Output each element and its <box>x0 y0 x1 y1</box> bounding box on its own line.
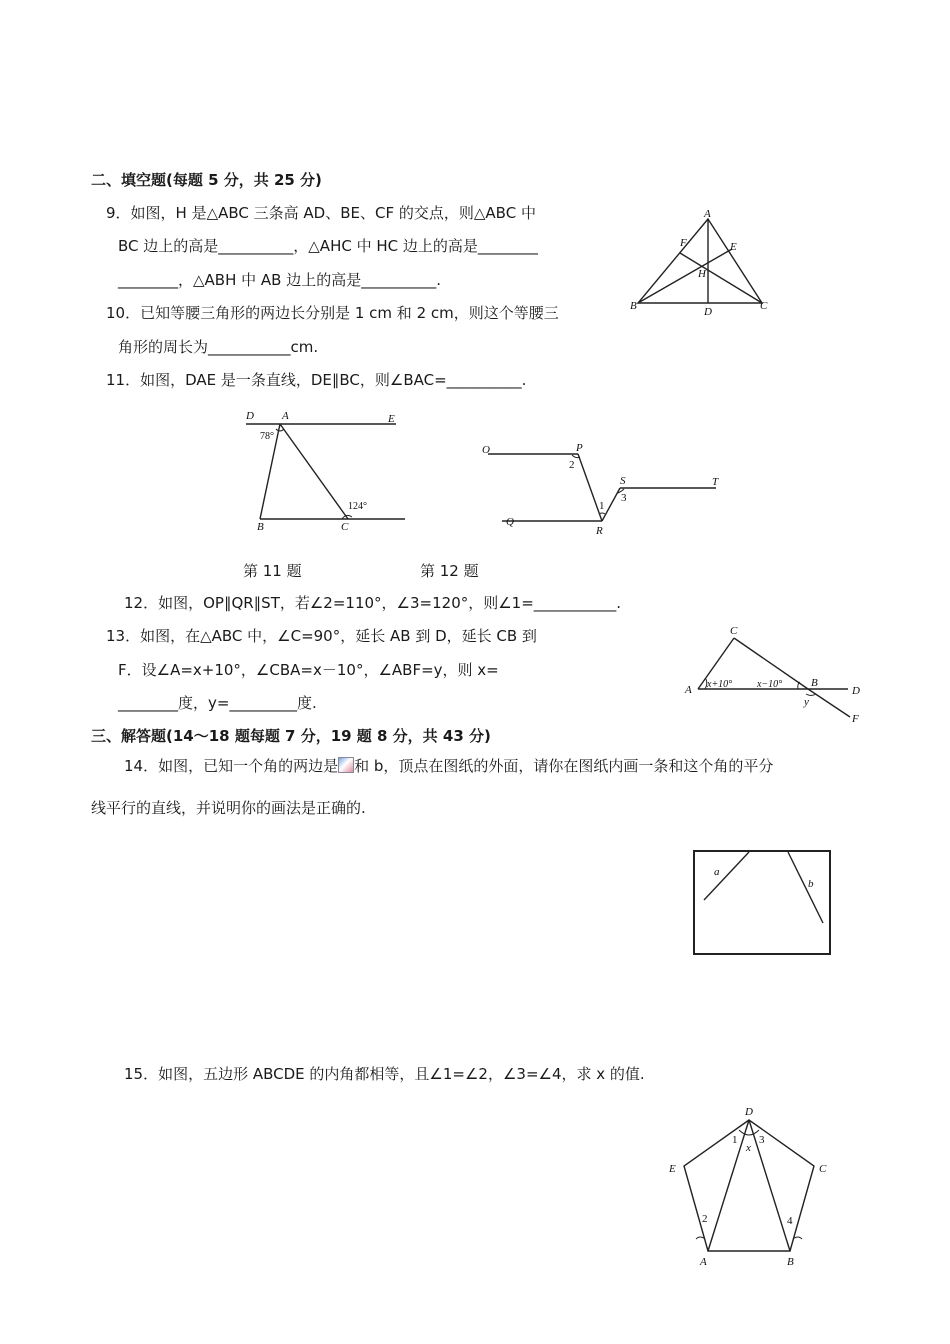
fig9-label-B: B <box>630 300 637 312</box>
figure-q9-triangle <box>622 205 772 320</box>
fig9-label-D: D <box>704 306 712 318</box>
fig13-angle-B: x−10° <box>757 679 783 690</box>
figure-q12 <box>478 438 728 538</box>
fig13-angle-y: y <box>804 696 809 708</box>
fig11-angle-124: 124° <box>348 501 367 512</box>
q9-line2: BC 边上的高是__________，△AHC 中 HC 边上的高是________ <box>118 237 538 255</box>
fig15-label-A: A <box>700 1256 707 1268</box>
fig11-label-C: C <box>341 521 349 533</box>
fig12-angle-1: 1 <box>599 500 605 512</box>
fig11-label-B: B <box>257 521 264 533</box>
q9-line1: 9．如图，H 是△ABC 三条高 AD、BE、CF 的交点，则△ABC 中 <box>106 204 536 222</box>
fig12-angle-2: 2 <box>569 459 575 471</box>
fig12-label-P: P <box>576 442 583 454</box>
fig12-label-T: T <box>712 476 719 488</box>
caption-q12: 第 12 题 <box>420 562 479 580</box>
fig15-angle-4: 4 <box>787 1215 793 1227</box>
figure-q14-paper <box>692 848 834 958</box>
fig11-label-A: A <box>282 410 289 422</box>
broken-image-icon <box>338 757 354 773</box>
fig12-label-Q: Q <box>506 516 514 528</box>
fig12-label-O: O <box>482 444 490 456</box>
q12-line1: 12．如图，OP∥QR∥ST，若∠2=110°，∠3=120°，则∠1=___________. <box>124 594 622 612</box>
q10-line2: 角形的周长为___________cm. <box>118 338 319 356</box>
section2-heading: 二、填空题(每题 5 分，共 25 分) <box>91 171 322 189</box>
q14-line1 <box>124 756 773 776</box>
fig9-label-E: E <box>730 241 737 253</box>
fig9-label-A: A <box>704 208 711 220</box>
fig14-label-b: b <box>808 878 814 890</box>
figure-q13 <box>680 620 865 730</box>
fig15-angle-1: 1 <box>732 1134 738 1146</box>
q14-line1-post: 和 b，顶点在图纸的外面，请你在图纸内画一条和这个角的平分 <box>354 757 774 775</box>
q9-line3: ________，△ABH 中 AB 边上的高是__________. <box>118 271 441 289</box>
figure-q11 <box>240 405 415 535</box>
fig15-label-B: B <box>787 1256 794 1268</box>
q13-line1: 13．如图，在△ABC 中，∠C=90°，延长 AB 到 D，延长 CB 到 <box>106 627 537 645</box>
fig11-label-E: E <box>388 413 395 425</box>
fig14-label-a: a <box>714 866 720 878</box>
q11-line1: 11．如图，DAE 是一条直线，DE∥BC，则∠BAC=__________. <box>106 371 527 389</box>
q14-line1-pre: 14．如图，已知一个角的两边是 <box>124 757 339 775</box>
q13-line2: F．设∠A=x+10°，∠CBA=x－10°，∠ABF=y，则 x= <box>118 661 499 679</box>
fig15-label-C: C <box>819 1163 827 1175</box>
fig12-angle-3: 3 <box>621 492 627 504</box>
fig9-label-C: C <box>760 300 768 312</box>
fig11-angle-78: 78° <box>260 431 274 442</box>
q15-line1: 15．如图，五边形 ABCDE 的内角都相等，且∠1=∠2，∠3=∠4，求 x 的值. <box>124 1065 645 1083</box>
fig12-label-S: S <box>620 475 626 487</box>
figure-q15-pentagon <box>660 1100 840 1270</box>
fig13-label-D: D <box>852 685 860 697</box>
fig15-label-E: E <box>669 1163 676 1175</box>
fig11-label-D: D <box>246 410 254 422</box>
fig13-label-A: A <box>685 684 692 696</box>
fig15-angle-x: x <box>746 1142 751 1154</box>
q10-line1: 10．已知等腰三角形的两边长分别是 1 cm 和 2 cm，则这个等腰三 <box>106 304 559 322</box>
fig13-label-C: C <box>730 625 738 637</box>
fig9-label-F: F <box>680 237 687 249</box>
q14-line2: 线平行的直线，并说明你的画法是正确的. <box>91 799 366 817</box>
fig15-angle-2: 2 <box>702 1213 708 1225</box>
section3-heading: 三、解答题(14～18 题每题 7 分，19 题 8 分，共 43 分) <box>91 727 491 745</box>
fig9-label-H: H <box>698 268 706 280</box>
fig12-label-R: R <box>596 525 603 537</box>
fig13-angle-A: x+10° <box>707 679 733 690</box>
fig13-label-B: B <box>811 677 818 689</box>
fig15-label-D: D <box>745 1106 753 1118</box>
fig15-angle-3: 3 <box>759 1134 765 1146</box>
caption-q11: 第 11 题 <box>243 562 302 580</box>
q13-line3: ________度，y=_________度. <box>118 694 317 712</box>
fig13-label-F: F <box>852 713 859 725</box>
